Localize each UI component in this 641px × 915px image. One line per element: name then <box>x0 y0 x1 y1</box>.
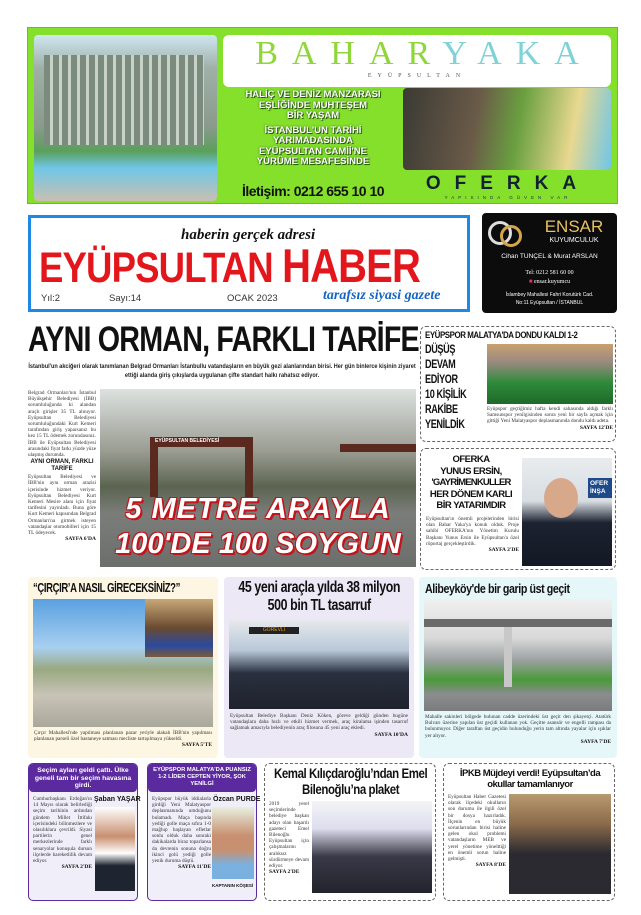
title-part1: EYÜPSULTAN <box>39 244 273 292</box>
headline-line: OFERKA <box>452 454 490 465</box>
interview-page-ref[interactable]: SAYFA 2'DE <box>488 547 519 554</box>
overlay-line-1: 5 METRE ARAYLA <box>125 493 391 525</box>
column-author <box>94 796 141 804</box>
sport-photo <box>487 344 613 404</box>
column-header: Seçim ayları geldi çattı. Ülke geneli tam bir seçim havasına girdi. <box>29 764 137 792</box>
headline-line: YENİLDİK <box>425 417 465 431</box>
story-photo <box>424 599 612 711</box>
headline-line: DEVAM <box>425 357 456 371</box>
story-body: Eyüpsultan Haber Gazetesi olarak ilçedeki okulların son durumu ile ilgili özel bir dosya hazırladık. İlçenin en büyük sorunlarından birisi haline gelen okul problemi vatandaşların MEB ve yerel yönetime yönelttiği en önemli sorun haline gelmişti. <box>448 794 506 863</box>
column-name: KAPTANIN KÖŞESİ <box>212 883 254 888</box>
baharyaka-ad[interactable] <box>27 27 618 204</box>
headline-line: RAKİBE <box>425 402 458 416</box>
title-part2: HABER <box>282 239 420 292</box>
sport-page-ref[interactable]: SAYFA 12'DE <box>579 424 613 431</box>
interview-story[interactable] <box>420 448 616 570</box>
headline-line: BİR YATARIMDIR <box>436 500 506 511</box>
instagram-handle: ensar.kuyumcu <box>533 279 571 285</box>
interview-photo <box>522 458 612 566</box>
headline-line: DÜŞÜŞ <box>425 342 456 356</box>
photo-sign: OFER İNŞA <box>588 478 612 498</box>
sport-headline <box>425 342 466 432</box>
interview-headline <box>423 454 519 512</box>
ad-line: YÜRÜME MESAFESİNDE <box>256 156 370 167</box>
brand-sub: EYÜPSULTAN <box>367 73 467 79</box>
masthead-tagline: haberin gerçek adresi <box>181 227 316 243</box>
main-photo-forest-gate <box>100 389 416 567</box>
column-body: Cumhurbaşkanı Erdoğan'ın 14 Mayıs olarak belirlediği seçim tarihinin ardından gündem Millet İttifakı içerisindeki bilinmezlere ve olasılıklara çevrildi. Siyasi partilerin genel merkezlerinde farklı senaryolar konuşula dursun ilçelerde hareketlilik devam ediyor. <box>33 796 92 865</box>
sport-body: Eyüpspor geçtiğimiz hafta kendi sahasında aldığı farklı Samsunspor yenilgisinden sonra yeni bir sayfa açmak için gittiği Yeni Malatyaspor deplasmanında dondu kaldı adeta. <box>487 406 613 425</box>
story-photo <box>312 801 432 893</box>
main-page-ref[interactable]: SAYFA 6'DA <box>65 536 96 543</box>
story-alibeykoy[interactable] <box>419 577 617 758</box>
author-first: Özcan <box>213 796 235 803</box>
story-plaque[interactable] <box>264 763 436 901</box>
story-body: Eyüpsultan Belediye Başkanı Deniz Köken, göreve geldiği günden bugüne vatandaşlara daha hızlı ve etkili hizmet vermek, araç kiralama işinden tasarruf sağlamak amacıyla belediyenin araç filosuna 45 yeni araç ekledi. <box>230 713 408 732</box>
author-last: YAŞAR <box>116 796 141 803</box>
ad-brand-box <box>223 35 611 87</box>
author-photo <box>212 807 254 879</box>
main-body-1: Belgrad Ormanları'nın İstanbul Büyükşehir Belediyesi (İBB) sorumluluğunda ki alandan araçlı girişler 35 TL alınıyor. Eyüpsultan Belediyesi sorumluluğundaki Kurt Kemeri tarafından giriş yaparsanız bu kez 15 TL ödemek zorundasınız. İBB ile Eyüpsultan Belediyesi arasındaki fiyat farkı yüzde yüze ulaşmış durumda. <box>28 390 96 459</box>
sport-story[interactable] <box>420 326 616 442</box>
column-header: EYÜPSPOR MALATYA'DA PUANSIZ 1-2 LİDER CEPTEN YİYOR, ŞOK YENİLGİ <box>148 764 256 792</box>
story-headline: Alibeyköy'de bir garip üst geçit <box>425 581 570 596</box>
ad-line: BİR YAŞAM <box>286 110 340 121</box>
ad-company-slogan: YAPISINDA GÜVEN VAR <box>444 195 572 200</box>
author-photo <box>95 807 135 891</box>
story-headline: “ÇIRÇIR’A NASIL GİRECEKSİNİZ?” <box>33 581 180 595</box>
main-summary: İstanbul'un akciğeri olarak tanımlanan Belgrad Ormanları İstanbullu vatandaşların en büyük gezi alanlarından birisi. Her gün binlerce kişinin ziyaret ettiği alanda giriş çıkışlarda uygulanan çifte standart halkı rahatsız ediyor. <box>28 363 416 379</box>
ad-photo-building <box>34 35 217 201</box>
story-photo <box>509 794 611 894</box>
gate-sign: EYÜPSULTAN BELEDİYESİ <box>155 438 220 444</box>
column-page-ref[interactable]: SAYFA 2'DE <box>61 864 92 871</box>
headline-line: HER DÖNEM KARLI <box>429 488 513 500</box>
story-photo <box>33 599 213 727</box>
story-body: Mahalle sakinleri bölgede bulunan cadde üzerindeki üst geçit den şikayetçi. Atatürk Bulvarı üzerine yapılan üst geçidi kullanan yok. Geçitte asansör ve engelli rampası da bulunmuyor. Diğer taraftan üst geçidin bulunduğu yerin tam altında yayalar için ışıklar yer alıyor. <box>425 714 611 739</box>
main-headline[interactable]: AYNI ORMAN, FARKLI TARİFE <box>28 320 419 359</box>
story-photo <box>229 619 409 709</box>
issue-date: OCAK 2023 <box>227 293 278 304</box>
inset-photo <box>145 599 213 657</box>
issue-year: Yıl:2 <box>41 293 61 304</box>
masthead <box>28 215 470 312</box>
ad-photo-terrace <box>403 88 611 170</box>
story-body: 2019 yerel seçimlerinde belediye başkan adayı olan başarılı gazeteci Emel Bilenoğlu Eyüpsultan için çalışmalarını aralıksız sürdürmeye devam ediyor. <box>269 801 309 870</box>
ad-contact: İletişim: 0212 655 10 10 <box>241 183 385 199</box>
ad-line: İSTANBUL'UN TARİHİ <box>264 124 362 136</box>
story-headline: Kemal Kılıçdaroğlu’ndan Emel Bilenoğlu’na plaket <box>273 766 428 797</box>
column-author <box>213 796 260 804</box>
ad-line: YARIMADASINDA <box>273 135 353 146</box>
story-page-ref[interactable]: SAYFA 7'DE <box>580 738 611 745</box>
story-headline: İPKB Müjdeyi verdi! Eyüpsultan’da okullar tamamlanıyor <box>459 768 601 790</box>
ad-company: OFERKA <box>425 173 591 194</box>
main-subhead: AYNI ORMAN, FARKLI TARİFE <box>30 459 94 473</box>
sponsor-name: ENSAR <box>544 217 604 236</box>
column-ozcan[interactable] <box>147 763 261 901</box>
overlay-line-2: 100'DE 100 SOYGUN <box>115 528 401 560</box>
column-saban[interactable] <box>28 763 141 901</box>
sponsor-address-2: No:11 Eyüpsultan / İSTANBUL <box>515 300 584 306</box>
brand-part1: BAHAR <box>255 35 443 72</box>
interview-body: Eyüpsultan'ın önemli projelerinden birisi olan Bahar Yaka'ya konuk olduk. Proje sahibi OFERKA'nın Yönetim Kurulu Başkanı Yunus Ersin ile Eyüpsultan'a özel röportaj gerçekleştirdik. <box>426 516 519 547</box>
story-headline: 45 yeni araçla yılda 38 milyon 500 bin TL tasarruf <box>238 579 401 614</box>
brand-part2: YAKA <box>442 35 593 72</box>
ensar-sponsor-ad[interactable] <box>482 213 617 313</box>
issue-number: Sayı:14 <box>109 293 142 304</box>
story-page-ref[interactable]: SAYFA 2'DE <box>269 869 300 876</box>
story-buses[interactable] <box>224 577 414 758</box>
headline-line: 'GAYRİMENKULLER <box>431 477 511 488</box>
ad-line: HALİÇ VE DENİZ MANZARASI <box>245 89 381 100</box>
headline-line: YUNUS ERSİN, <box>440 465 502 477</box>
story-page-ref[interactable]: SAYFA 5'TE <box>181 742 212 749</box>
newspaper-title <box>39 239 420 292</box>
bus-sign: GÖREVLİ <box>249 627 299 634</box>
sponsor-phone: Tel: 0212 581 60 00 <box>525 270 574 276</box>
sponsor-instagram <box>482 279 617 285</box>
story-page-ref[interactable]: SAYFA 8'DE <box>475 862 506 869</box>
story-circir[interactable] <box>28 577 218 758</box>
sport-kicker: EYÜPSPOR MALATYA'DA DONDU KALDI 1-2 <box>425 330 578 340</box>
author-last: PURDE <box>235 796 261 803</box>
story-page-ref[interactable]: SAYFA 10'DA <box>374 731 408 738</box>
author-first: Şaban <box>94 796 116 803</box>
main-column-text <box>28 390 96 543</box>
masthead-motto: tarafsız siyasi gazete <box>323 288 441 303</box>
sponsor-address-1: İslambey Mahallesi Fahri Korutürk Cad. <box>505 292 594 298</box>
column-page-ref[interactable]: SAYFA 11'DE <box>178 864 211 871</box>
rings-icon-gold <box>500 225 522 247</box>
headline-line: 10 KİŞİLİK <box>425 387 467 401</box>
headline-line: EDİYOR <box>425 372 458 386</box>
column-body: Eyüpspor büyük iddialarla girdiği Yeni Malatyaspor deplasmanında umduğunu bulamadı. Maça başında yediği golle maça sıfıra 1-0 mağlup başlayan efletlar sonlu olduk daha sonraki dakikalarda biraz toparlansa da devrenin sonuna doğru ikinci golü yediği golle yenik duruma düştü. <box>152 796 211 865</box>
instagram-icon: ■ <box>528 279 533 285</box>
sponsor-owners: Cihan TUNÇEL & Murat ARSLAN <box>501 253 598 260</box>
ad-line: EYÜPSULTAN CAMİİ'NE <box>259 145 367 157</box>
story-schools[interactable] <box>443 763 615 901</box>
story-body: Çırçır Mahallesi'nde yapılması planlanan pazar yeriyle alakalı İBB'nin yapılması planlanan parseli özel hastaneye satması mecliste tartışılmaya yükseldi. <box>34 730 212 743</box>
sponsor-type: KUYUMCULUK <box>549 237 599 244</box>
ad-line: EŞLİĞİNDE MUHTEŞEM <box>258 99 368 111</box>
ad-slogans <box>223 90 403 168</box>
main-body-2: Eyüpsultan Belediyesi ve İBB'nin aynı orman arazisi içerisinde hizmet veriyor. Eyüpsultan Belediyesi Kurt Kemeri Mesire alanı için fiyat tarifesini yayınladı. Buna göre Kurt Kemeri kapısından Belgrad Ormanları'na girmek isteyen vatandaşlar otomobilleri için 15 TL ödeyecek. <box>28 474 96 537</box>
